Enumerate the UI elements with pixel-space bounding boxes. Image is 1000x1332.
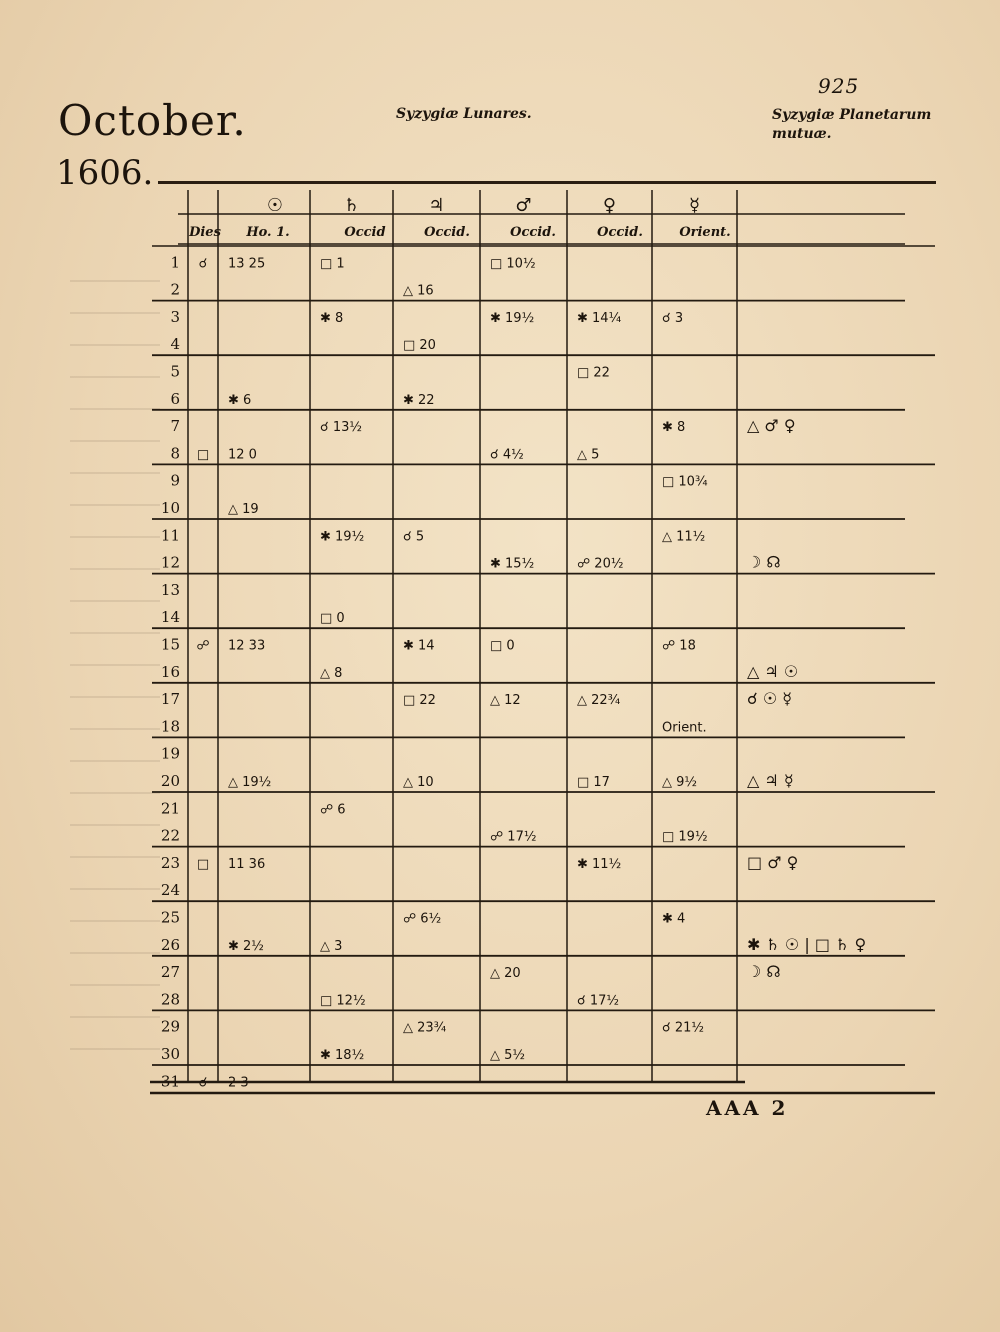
day-number: 8: [170, 444, 180, 463]
day-number: 29: [160, 1017, 180, 1036]
aspect-cell: △ 19: [228, 502, 259, 517]
aspect-cell: □ 17: [577, 775, 610, 790]
aspect-cell: □ 0: [320, 611, 345, 627]
planet-symbol-mercury: ☿: [688, 195, 701, 216]
day-number: 28: [160, 990, 180, 1009]
aspect-cell: ✱ 2½: [228, 938, 264, 954]
aspect-cell: ☌ 3: [662, 310, 684, 326]
aspect-cell: △ 16: [403, 283, 434, 299]
day-number: 5: [170, 362, 180, 381]
month-title: October.: [58, 96, 247, 145]
aspect-cell: △ 3: [320, 938, 343, 954]
column-header: Orient.: [679, 225, 731, 240]
year-label: 1606.: [56, 153, 154, 193]
aspect-cell: □ 10¾: [662, 474, 708, 490]
day-number: 11: [160, 526, 180, 545]
day-number: 2: [170, 280, 180, 299]
mutual-aspect: ✱ ♄ ☉ | □ ♄ ♀: [747, 934, 867, 954]
aspect-cell: 2 3: [228, 1075, 249, 1091]
aspect-cell: Orient.: [662, 720, 707, 736]
aspect-cell: □ 0: [490, 638, 515, 654]
aspect-cell: 13 25: [228, 256, 266, 272]
aspect-cell: △ 8: [320, 665, 343, 681]
aspect-cell: 11 36: [228, 856, 266, 872]
aspect-cell: ☍ 20½: [577, 556, 624, 572]
day-number: 12: [160, 553, 180, 572]
aspect-cell: ✱ 19½: [490, 310, 535, 326]
column-header: Dies: [189, 225, 221, 240]
aspect-cell: □ 1: [320, 256, 345, 272]
day-number: 20: [160, 772, 180, 790]
column-header: Ho. 1.: [246, 225, 290, 240]
planet-symbol-mars: ♂: [515, 195, 532, 216]
mutual-aspect: ☽ ☊: [747, 552, 781, 572]
aspect-cell: △ 9½: [662, 775, 698, 790]
day-number: 23: [160, 853, 180, 872]
day-number: 1: [170, 253, 180, 272]
aspect-cell: ✱ 19½: [320, 529, 365, 545]
day-number: 7: [170, 417, 180, 436]
aspect-cell: 12 0: [228, 447, 257, 463]
aspect-cell: △ 23¾: [403, 1020, 447, 1036]
column-header: Occid.: [510, 225, 556, 240]
day-number: 13: [160, 580, 180, 599]
aspect-cell: △ 19½: [228, 775, 272, 790]
column-header: Occid.: [597, 225, 643, 240]
aspect-cell: ✱ 8: [320, 310, 344, 326]
mutual-aspect: ☽ ☊: [747, 962, 781, 982]
aspect-cell: □ 10½: [490, 256, 536, 272]
planet-symbol-saturn: ♄: [343, 195, 360, 216]
aspect-cell: ✱ 6: [228, 392, 252, 408]
aspect-cell: ☌: [198, 1075, 208, 1091]
day-number: 18: [160, 717, 180, 736]
day-number: 30: [160, 1045, 180, 1063]
day-number: 3: [170, 307, 180, 326]
aspect-cell: △ 11½: [662, 529, 706, 545]
day-number: 6: [170, 389, 180, 408]
aspect-cell: △ 10: [403, 775, 434, 790]
day-number: 10: [160, 499, 180, 517]
day-number: 4: [170, 335, 180, 354]
signature-mark: AAA 2: [706, 1096, 789, 1120]
mutual-aspect: ☌ ☉ ☿: [747, 689, 793, 709]
aspect-cell: ☌: [198, 256, 208, 272]
day-number: 25: [160, 908, 180, 927]
aspect-cell: □ 20: [403, 338, 436, 354]
aspect-cell: □ 12½: [320, 993, 366, 1009]
aspect-cell: □: [196, 856, 210, 872]
column-header: Occid: [344, 225, 386, 240]
day-number: 27: [160, 963, 180, 982]
aspect-cell: ✱ 14¼: [577, 310, 622, 326]
day-number: 17: [160, 690, 180, 709]
aspect-cell: ✱ 8: [662, 420, 686, 436]
day-number: 9: [170, 471, 180, 490]
mutual-aspect: □ ♂ ♀: [747, 852, 799, 872]
lunar-syzygies-heading: Syzygiæ Lunares.: [396, 106, 532, 122]
aspect-cell: □ 19½: [662, 829, 708, 845]
aspect-cell: ✱ 22: [403, 392, 435, 408]
page-number: 925: [818, 74, 860, 98]
aspect-cell: △ 5½: [490, 1048, 526, 1063]
column-header: Occid.: [424, 225, 470, 240]
planet-symbol-sun: ☉: [266, 195, 284, 216]
aspect-cell: ☍ 6½: [403, 911, 442, 927]
aspect-cell: ✱ 11½: [577, 856, 622, 872]
aspect-cell: △ 5: [577, 447, 600, 463]
aspect-cell: ☍ 17½: [490, 829, 537, 845]
mutual-aspect: △ ♃ ☿: [747, 771, 794, 790]
aspect-cell: ☍ 18: [662, 638, 696, 654]
day-number: 26: [160, 935, 180, 954]
aspect-cell: □ 22: [403, 693, 436, 709]
aspect-cell: ☌ 5: [403, 529, 425, 545]
aspect-cell: 12 33: [228, 638, 266, 654]
aspect-cell: △ 20: [490, 966, 521, 982]
aspect-cell: ✱ 14: [403, 638, 435, 654]
mutual-syzygies-heading: Syzygiæ Planetarum mutuæ.: [772, 107, 932, 142]
aspect-cell: △ 12: [490, 693, 521, 709]
aspect-cell: ☌ 4½: [490, 447, 524, 463]
day-number: 19: [160, 744, 180, 763]
aspect-cell: □: [196, 447, 210, 463]
mutual-aspect: △ ♂ ♀: [747, 416, 796, 436]
day-number: 21: [160, 799, 180, 818]
day-number: 16: [160, 662, 180, 681]
day-number: 24: [160, 881, 180, 900]
day-number: 22: [160, 826, 180, 845]
mutual-aspect: △ ♃ ☉: [747, 661, 799, 681]
aspect-cell: ☍: [196, 638, 210, 654]
day-number: 14: [160, 608, 180, 627]
planet-symbol-venus: ♀: [602, 195, 617, 216]
day-number: 15: [160, 635, 180, 654]
aspect-cell: ✱ 15½: [490, 556, 535, 572]
aspect-cell: □ 22: [577, 365, 610, 381]
aspect-cell: ✱ 4: [662, 911, 686, 927]
aspect-cell: ☌ 17½: [577, 993, 620, 1009]
aspect-cell: ☍ 6: [320, 802, 346, 818]
aspect-cell: △ 22¾: [577, 693, 621, 709]
aspect-cell: ☌ 13½: [320, 420, 363, 436]
day-number: 31: [160, 1072, 180, 1091]
aspect-cell: ☌ 21½: [662, 1020, 705, 1036]
planet-symbol-jupiter: ♃: [428, 195, 445, 216]
aspect-cell: ✱ 18½: [320, 1048, 365, 1063]
